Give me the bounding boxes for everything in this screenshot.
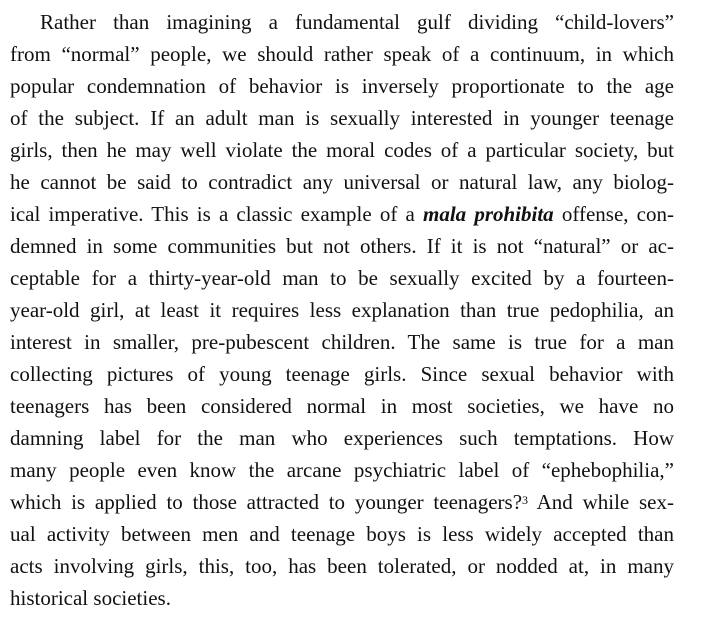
text-line-14: damning label for the man who experiences such temptations. How <box>10 426 674 450</box>
text-line-13: teenagers has been considered normal in most societies, we have no <box>10 394 674 418</box>
text-line-10: year-old girl, at least it requires less explanation than true pedophilia, an <box>10 298 674 322</box>
text-line-8: demned in some communities but not others. If it is not “natural” or ac- <box>10 234 674 258</box>
text-line-5: girls, then he may well violate the moral codes of a particular society, but <box>10 138 674 162</box>
text-line-17: ual activity between men and teenage boys is less widely accepted than <box>10 522 674 546</box>
text-line-2: from “normal” people, we should rather speak of a continuum, in which <box>10 42 674 66</box>
italic-term: mala prohibita <box>423 202 554 226</box>
text-line-12: collecting pictures of young teenage girls. Since sexual behavior with <box>10 362 674 386</box>
footnote-marker: 3 <box>522 493 529 507</box>
text-line-7-start: ical imperative. This is a classic example of a <box>10 202 423 226</box>
text-line-16-start: which is applied to those attracted to younger teenagers? <box>10 490 523 514</box>
text-line-7 <box>10 200 674 228</box>
text-line-16 <box>10 488 674 516</box>
text-line-1: Rather than imagining a fundamental gulf dividing “child-lovers” <box>40 10 674 34</box>
text-line-9: ceptable for a thirty-year-old man to be sexually excited by a fourteen- <box>10 266 674 290</box>
text-line-6: he cannot be said to contradict any universal or natural law, any biolog- <box>10 170 674 194</box>
text-line-19: historical societies. <box>10 586 171 610</box>
text-line-3: popular condemnation of behavior is inversely proportionate to the age <box>10 74 674 98</box>
text-line-7-end: offense, con- <box>553 202 674 226</box>
text-line-18: acts involving girls, this, too, has been tolerated, or nodded at, in many <box>10 554 674 578</box>
text-line-4: of the subject. If an adult man is sexually interested in younger teenage <box>10 106 674 130</box>
text-line-11: interest in smaller, pre-pubescent children. The same is true for a man <box>10 330 674 354</box>
text-line-16-end: And while sex- <box>528 490 674 514</box>
text-line-15: many people even know the arcane psychiatric label of “ephebophilia,” <box>10 458 674 482</box>
